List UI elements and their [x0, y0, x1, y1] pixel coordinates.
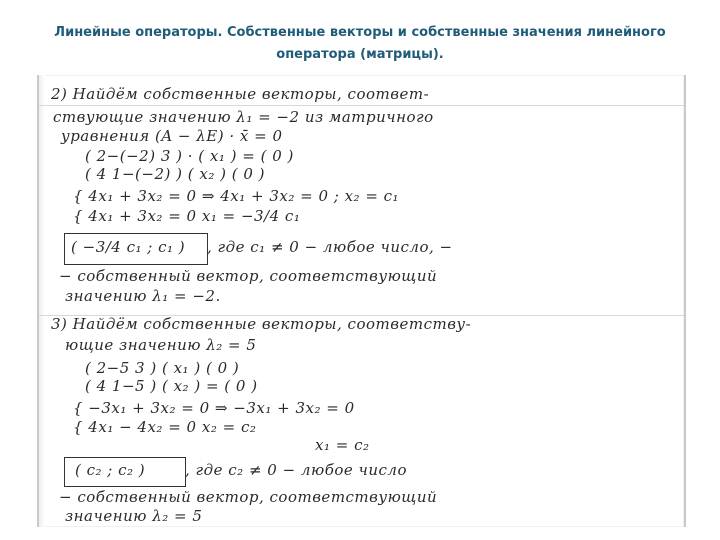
matrix-equation-row: ( 4 1−(−2) ) ( x₂ ) ( 0 )	[85, 165, 266, 183]
note-line: ствующие значению λ₁ = −2 из матричного	[53, 108, 434, 126]
note-line: уравнения (A − λE) · x̄ = 0	[61, 127, 283, 145]
eigenvector-2: ( c₂ ; c₂ )	[75, 461, 146, 479]
system-equation-row: { 4x₁ − 4x₂ = 0 x₂ = c₂	[73, 418, 257, 436]
note-line: 3) Найдём собственные векторы, соответству-	[51, 315, 472, 333]
note-line: значению λ₁ = −2.	[65, 287, 221, 305]
note-line: − собственный вектор, соответствующий	[59, 488, 438, 506]
matrix-equation-row: ( 2−(−2) 3 ) · ( x₁ ) = ( 0 )	[85, 147, 294, 165]
scan-edge-shadow	[39, 75, 45, 527]
scan-rule	[39, 105, 684, 106]
eigenvector-1: ( −3/4 c₁ ; c₁ )	[71, 238, 186, 256]
system-equation-row: { 4x₁ + 3x₂ = 0 ⇒ 4x₁ + 3x₂ = 0 ; x₂ = c₁	[73, 187, 400, 205]
system-equation-row: { −3x₁ + 3x₂ = 0 ⇒ −3x₁ + 3x₂ = 0	[73, 399, 355, 417]
handwritten-notes-scan	[37, 75, 686, 527]
matrix-equation-row: ( 4 1−5 ) ( x₂ ) = ( 0 )	[85, 377, 258, 395]
note-line: , где c₂ ≠ 0 − любое число	[185, 461, 407, 479]
matrix-equation-row: ( 2−5 3 ) ( x₁ ) ( 0 )	[85, 359, 240, 377]
note-line: 2) Найдём собственные векторы, соответ-	[51, 85, 430, 103]
note-line: , где c₁ ≠ 0 − любое число, −	[207, 238, 453, 256]
solution-line: x₁ = c₂	[315, 436, 370, 454]
note-line: − собственный вектор, соответствующий	[59, 267, 438, 285]
system-equation-row: { 4x₁ + 3x₂ = 0 x₁ = −3/4 c₁	[73, 207, 301, 225]
note-line: ющие значению λ₂ = 5	[65, 336, 257, 354]
note-line: значению λ₂ = 5	[65, 507, 203, 525]
slide-title: Линейные операторы. Собственные векторы и собственные значения линейного оператора (матрицы).	[54, 25, 666, 62]
